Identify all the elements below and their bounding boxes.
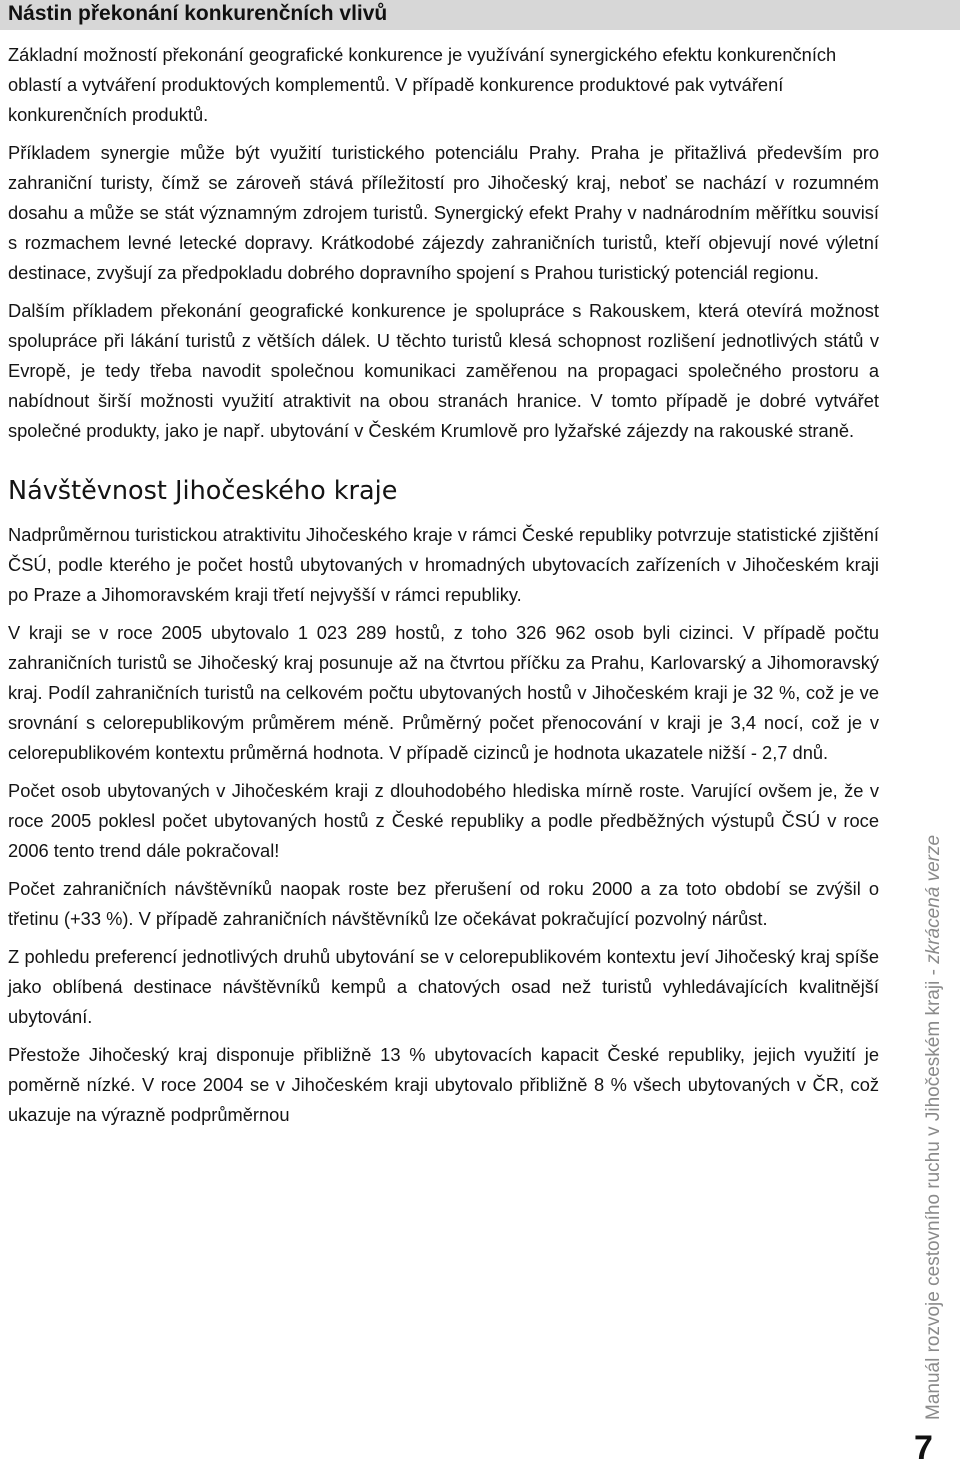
- manual-title: Manuál rozvoje cestovního ruchu v Jihočeském kraji -: [923, 963, 944, 1420]
- paragraph: V kraji se v roce 2005 ubytovalo 1 023 289 hostů, z toho 326 962 osob byli cizinci. V případě počtu zahraničních turistů se Jihočeský kraj posunuje až na čtvrtou příčku za Prahu, Karlovarský a Jihomoravský kraj. Podíl zahraničních turistů na celkovém počtu ubytovaných hostů v Jihočeském kraji je 32 %, což je ve srovnání s celorepublikovým průměrem méně. Průměrný počet přenocování v kraji je 3,4 nocí, což je v celorepublikovém kontextu průměrná hodnota. V případě cizinců je hodnota ukazatele nižší - 2,7 dnů.: [8, 622, 879, 763]
- document-body: [8, 40, 879, 1130]
- paragraph: Příkladem synergie může být využití turistického potenciálu Prahy. Praha je přitažlivá především pro zahraniční turisty, čímž se zároveň stává příležitostí pro Jihočeský kraj, neboť se nachází v rozumném dosahu a může se stát významným zdrojem turistů. Synergický efekt Prahy v nadnárodním měřítku souvisí s rozmachem levné letecké dopravy. Krátkodobé zájezdy zahraničních turistů, kteří objevují nové výletní destinace, zvyšují za předpokladu dobrého dopravního spojení s Prahou turistický potenciál regionu.: [8, 142, 879, 283]
- paragraph: Z pohledu preferencí jednotlivých druhů ubytování se v celorepublikovém kontextu jeví Jihočeský kraj spíše jako oblíbená destinace návštěvníků kempů a chatových osad než turistů vyhledávajících kvalitnější ubytování.: [8, 946, 879, 1027]
- header-bar: [0, 0, 960, 30]
- running-title: [919, 780, 949, 1420]
- manual-subtitle: zkrácená verze: [923, 834, 944, 964]
- paragraph: Nadprůměrnou turistickou atraktivitu Jihočeského kraje v rámci České republiky potvrzuje statistické zjištění ČSÚ, podle kterého je počet hostů ubytovaných v hromadných ubytovacích zařízeních v Jihočeském kraji po Praze a Jihomoravském kraji třetí nejvyšší v rámci republiky.: [8, 524, 879, 605]
- paragraph: Počet zahraničních návštěvníků naopak roste bez přerušení od roku 2000 a za toto období se zvýšil o třetinu (+33 %). V případě zahraničních návštěvníků lze očekávat pokračující pozvolný nárůst.: [8, 878, 879, 929]
- paragraph: Dalším příkladem překonání geografické konkurence je spolupráce s Rakouskem, která otevírá možnost spolupráce při lákání turistů z větších dálek. U těchto turistů klesá schopnost rozlišení jednotlivých států v Evropě, je tedy třeba navodit společnou komunikaci zaměřenou na propagaci společného prostoru a nabídnout širší možnosti využití atraktivit na obou stranách hranice. V tomto případě je dobré vytvářet společné produkty, jako je např. ubytování v Českém Krumlově pro lyžařské zájezdy na rakouské straně.: [8, 300, 879, 441]
- paragraph: Počet osob ubytovaných v Jihočeském kraji z dlouhodobého hlediska mírně roste. Varující ovšem je, že v roce 2005 poklesl počet ubytovaných hostů z České republiky a podle předběžných výstupů ČSÚ v roce 2006 tento trend dále pokračoval!: [8, 780, 879, 861]
- paragraph: Přestože Jihočeský kraj disponuje přibližně 13 % ubytovacích kapacit České republiky, jejich využití je poměrně nízké. V roce 2004 se v Jihočeském kraji ubytovalo přibližně 8 % všech ubytovaných v ČR, což ukazuje na výrazně podprůměrnou: [8, 1044, 879, 1125]
- paragraph: Základní možností překonání geografické konkurence je využívání synergického efektu konkurenčních oblastí a vytváření produktových komplementů. V případě konkurence produktové pak vytváření konkurenčních produktů.: [8, 44, 837, 125]
- section-heading: Návštěvnost Jihočeského kraje: [8, 476, 398, 506]
- page-title: Nástin překonání konkurenčních vlivů: [8, 2, 388, 25]
- page-number: 7: [914, 1429, 933, 1467]
